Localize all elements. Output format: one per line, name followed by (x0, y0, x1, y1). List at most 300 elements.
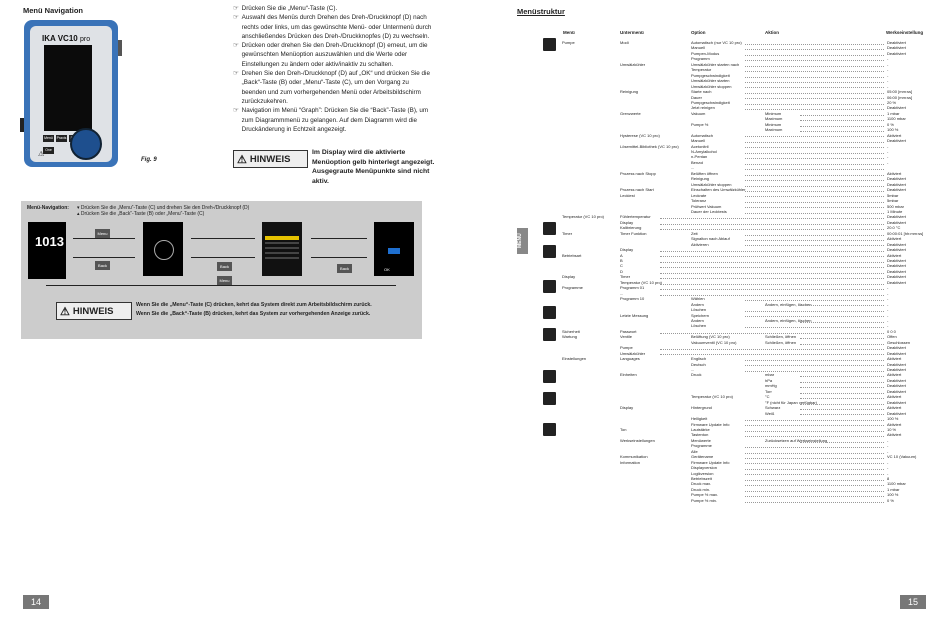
menu-cell-u: Werkseinstellungen (620, 437, 655, 443)
screen-value: 1013 (35, 234, 64, 249)
column-header: Untermenü (620, 30, 644, 35)
menu-cell-a: Zurücksetzen auf Werkseinstellung (765, 437, 828, 443)
menu-cell-o: Prüfwert Vakuum (691, 203, 722, 209)
warning-icon: ⚠ (237, 153, 247, 166)
leader-line (745, 82, 884, 83)
menu-cell-a: Schließen, öffnen (765, 334, 797, 340)
device-praxis-key: Praxis (56, 136, 67, 140)
leader-line (745, 213, 884, 214)
leader-line (745, 164, 884, 165)
back-key: Back (337, 264, 352, 273)
menu-cell-o: Firmware Update Info (691, 459, 730, 465)
menu-cell-w: - (887, 459, 889, 465)
leader-line (745, 431, 884, 432)
menu-cell-a: Schwarz (765, 405, 781, 411)
menu-cell-o: Programme (691, 443, 712, 449)
menu-cell-m: Temperatur (VC 10 pro) (562, 214, 605, 220)
hinweis-text: Wenn Sie die „Menu“-Taste (C) drücken, kehrt das System direkt zum Arbeitsbildschirm zurück. Wenn Sie die „Back“-Taste (B) drücken, kehrt das System zur vorhergehenden Anzeige zurück. (136, 302, 372, 317)
menu-cell-o: Pumpe % (691, 121, 709, 127)
menu-cell-o: Betriebszeit (691, 476, 712, 481)
menu-cell-w: 0 % (887, 121, 894, 127)
left-heading: Menü Navigation (23, 6, 84, 15)
device-one-key: One (43, 147, 54, 154)
menu-cell-o: Ändern (691, 317, 704, 323)
leader-line (745, 496, 884, 497)
leader-line (800, 393, 884, 394)
menu-cell-u: Display (620, 247, 634, 253)
column-header: Option (691, 30, 706, 35)
leader-line (745, 207, 884, 208)
menu-cell-o: Automatisch (nur VC 10 pro) (691, 40, 742, 45)
menu-cell-m: Sicherheit (562, 328, 580, 334)
leader-line (745, 186, 884, 187)
menu-cell-m: Wartung (562, 334, 577, 340)
menu-cell-w: 100 % (887, 416, 899, 422)
leader-line (660, 256, 884, 257)
menu-cell-w: - (887, 159, 889, 165)
menu-cell-w: - (887, 61, 889, 67)
menu-cell-w: Deaktiviert (887, 176, 906, 182)
menu-cell-w: - (887, 448, 889, 454)
menu-cell-o: Signalton nach Ablauf (691, 236, 730, 242)
hinweis-box: ⚠ HINWEIS (56, 302, 132, 320)
menu-cell-a: mbar (765, 372, 775, 378)
menu-cell-o: Pumpen-Modus (691, 50, 720, 56)
menu-cell-w: 8 (887, 476, 890, 481)
instruction-item: ☞ Drücken oder drehen Sie den Dreh-/Druckknopf (D) erneut, um die gewünschten Menüoption auszuwählen und die Werte oder Einstellungen zu ändern oder aktiv/inaktiv zu schalten. (233, 42, 428, 68)
menu-cell-w: - (887, 285, 889, 291)
leader-line (745, 202, 884, 203)
leader-line (660, 289, 884, 290)
leader-line (660, 267, 884, 268)
leader-line (745, 420, 884, 421)
menu-cell-w: - (887, 437, 889, 443)
menu-cell-m: Einstellungen (562, 356, 587, 362)
menu-cell-u: C (620, 263, 623, 269)
menu-cell-m: Betriebsart (562, 252, 582, 258)
menu-cell-w: Deaktiviert (887, 361, 906, 367)
menu-cell-w: Aktiviert (887, 432, 902, 438)
menu-cell-a: Maximum (765, 127, 783, 133)
menu-cell-o: Belüftung (VC 10 pro) (691, 334, 730, 340)
menu-cell-o: Druck min. (691, 486, 711, 492)
menu-cell-u: A (620, 252, 623, 258)
menu-cell-o: Acetonitril (691, 143, 709, 149)
menu-cell-o: Pumpe % min. (691, 497, 718, 503)
menu-cell-a: Minimum (765, 121, 782, 127)
menu-cell-w: - (887, 312, 889, 318)
menu-structure (0, 40, 950, 580)
menu-cell-w: 10 % (887, 426, 897, 432)
menu-cell-w: VC 10 (Vakuum) (887, 454, 917, 460)
column-header: Menü (563, 30, 575, 35)
menu-cell-u: Display (620, 405, 634, 411)
menu-cell-a: Torr (765, 388, 772, 394)
menu-cell-w: 20.0 °C (887, 225, 901, 231)
leader-line (800, 322, 884, 323)
menu-cell-o: Firmware Update Info (691, 421, 730, 427)
leader-line (800, 442, 884, 443)
menu-cell-a: °C (765, 394, 770, 400)
menu-cell-w: Deaktiviert (887, 377, 906, 383)
menu-cell-a: Ändern, einfügen, löschen (765, 301, 812, 307)
leader-line (800, 404, 884, 405)
leader-line (745, 485, 884, 486)
menu-cell-w: Deaktiviert (887, 279, 906, 285)
menu-cell-u: Umwälzkühler (620, 350, 646, 356)
leader-line (800, 120, 884, 121)
leader-line (745, 49, 884, 50)
menu-cell-w: - (887, 78, 889, 84)
menu-cell-w: - (887, 301, 889, 307)
menu-cell-w: - (887, 323, 889, 329)
menu-cell-w: Deaktiviert (887, 367, 906, 372)
menu-cell-w: - (887, 290, 889, 296)
menu-cell-w: Deaktiviert (887, 268, 906, 274)
leader-line (745, 480, 884, 481)
menu-cell-o: Belüften öffnen (691, 170, 718, 176)
menu-cell-o: Pumpgeschwindigkeit (691, 99, 730, 105)
leader-line (745, 136, 884, 137)
menu-cell-o: Menüwerte (691, 437, 711, 443)
menu-cell-w: Aktiviert (887, 252, 902, 258)
menu-cell-w: Deaktiviert (887, 410, 906, 416)
leader-line (660, 284, 884, 285)
menu-cell-w: Deaktiviert (887, 274, 906, 280)
device-brand: IKA (42, 34, 56, 43)
leader-line (745, 180, 884, 181)
leader-line (745, 104, 884, 105)
menu-cell-o: Manuell (691, 138, 706, 144)
menu-cell-w: Aktiviert (887, 421, 902, 427)
menu-cell-w: - (887, 443, 889, 449)
menu-cell-o: Automatisch (691, 132, 714, 138)
leader-line (800, 338, 884, 339)
menu-cell-w: Deaktiviert (887, 105, 906, 111)
menu-cell-w: 1100 mbar (887, 116, 906, 122)
menu-cell-m: Display (562, 274, 576, 280)
right-heading: Menüstruktur (517, 7, 565, 16)
menu-cell-o: Temperatur (691, 67, 712, 73)
instruction-item: ☞ Drehen Sie den Dreh-/Druckknopf (D) auf „OK“ und drücken Sie die „Back“-Taste (B) oder „Menu“-Taste (C), um den Vorgang zu beenden und zum vorhergehenden Menü oder Arbeitsbildschirm zurückzukehren. (233, 70, 430, 105)
menu-cell-u: Programm 01 (620, 285, 645, 291)
leader-line (660, 218, 884, 219)
leader-line (745, 311, 884, 312)
menu-cell-w: - (887, 465, 889, 471)
leader-line (745, 491, 884, 492)
instruction-item: ☞ Navigation im Menü “Graph”: Drücken Sie die “Back”-Taste (B), um zum Diagrammmenü zu gelangen. Auf dem Diagramm wird die Druckänderung in Echtzeit angezeigt. (233, 107, 429, 133)
leader-line (745, 240, 884, 241)
menu-cell-u: Pumpe (620, 345, 633, 351)
menu-cell-w: Aktiviert (887, 236, 902, 242)
menu-cell-w: Deaktiviert (887, 214, 906, 220)
leader-line (745, 44, 884, 45)
leader-line (745, 55, 884, 56)
side-tab-label: MENÜ (517, 228, 528, 254)
menu-cell-o: Druck max. (691, 481, 712, 487)
device-model: VC10 (57, 34, 78, 43)
menu-cell-o: Vakuum (691, 110, 706, 116)
menu-cell-w: Deaktiviert (887, 138, 906, 144)
menu-cell-u: Languages (620, 356, 640, 362)
menu-cell-o: Umwälzkühler starten (691, 78, 730, 84)
hinweis-text: Im Display wird die aktivierte Menüoption gelb hinterlegt angezeigt. Ausgegraute Menüpunkte sind nicht aktiv. (312, 149, 435, 185)
leader-line (745, 360, 884, 361)
menu-cell-w: Aktiviert (887, 356, 902, 362)
leader-line (800, 344, 884, 345)
menu-cell-w: - (887, 72, 889, 78)
leader-line (745, 453, 884, 454)
menu-cell-o: Alle (691, 448, 698, 454)
menu-cell-o: Tastenton (691, 432, 709, 438)
menu-cell-w: Deaktiviert (887, 350, 906, 356)
leader-line (660, 349, 884, 350)
menu-cell-o: Wählen (691, 296, 705, 302)
warning-icon: ⚠ (38, 151, 45, 158)
menu-cell-w: 1 mbar (887, 110, 900, 116)
menu-cell-a: Minimum (765, 110, 782, 116)
menu-cell-m: Pumpe (562, 40, 575, 45)
menu-cell-a: °F (nicht für Japan verfügbar) (765, 399, 818, 405)
leader-line (745, 196, 884, 197)
menu-cell-u: Timer Funktion (620, 230, 647, 236)
device-suffix: pro (79, 36, 91, 43)
leader-line (745, 425, 884, 426)
menu-cell-o: Zeit (691, 230, 698, 236)
menu-cell-o: n-Pentan (691, 154, 708, 160)
menu-cell-w: Deaktiviert (887, 241, 906, 247)
menu-cell-w: Offen (887, 334, 897, 340)
menu-cell-u: Letzte Messung (620, 312, 649, 318)
menu-cell-w: - (887, 296, 889, 302)
menu-cell-w: Deaktiviert (887, 345, 906, 351)
menu-cell-w: Deaktiviert (887, 50, 906, 56)
menu-cell-u: D (620, 268, 623, 274)
menu-key: Menu (95, 229, 110, 238)
menu-cell-u: Kalibrierung (620, 225, 642, 231)
menu-cell-w: - (887, 317, 889, 323)
menu-cell-w: - (887, 56, 889, 62)
leader-line (745, 365, 884, 366)
menu-cell-o: Lautstärke (691, 426, 710, 432)
leader-line (745, 474, 884, 475)
menu-cell-w: 00:00:01 [hh:mm:ss] (887, 230, 924, 236)
menu-cell-o: Gerätename (691, 454, 714, 460)
menu-cell-a: Schließen, öffnen (765, 339, 797, 345)
menu-cell-w: Deaktiviert (887, 40, 906, 45)
menu-cell-w: Deaktiviert (887, 219, 906, 225)
back-key: Back (95, 261, 110, 270)
menu-cell-w: 100 % (887, 492, 899, 498)
menu-cell-o: Löschen (691, 307, 707, 313)
menu-cell-w: 1100 mbar (887, 481, 906, 487)
menu-cell-o: Speichern (691, 312, 710, 318)
leader-line (800, 382, 884, 383)
menu-cell-w: - (887, 83, 889, 89)
menu-cell-w: Geschlossen (887, 339, 911, 345)
menu-cell-u: Ton (620, 426, 627, 432)
menu-cell-o: Reinigung (691, 176, 710, 182)
menu-cell-o: Pumpe % max. (691, 492, 719, 498)
menu-cell-o: Ändern (691, 301, 704, 307)
page-number-left: 14 (23, 595, 49, 609)
menu-cell-u: Einheiten (620, 372, 637, 378)
menu-cell-u: Umwälzkühler (620, 61, 646, 67)
menu-cell-w: Deaktiviert (887, 181, 906, 187)
menu-cell-a: Ändern, einfügen, löschen (765, 317, 812, 323)
menu-cell-o: Umwälzkühler stoppen (691, 83, 732, 89)
menu-cell-w: - (887, 149, 889, 154)
menu-cell-o: Manuell (691, 45, 706, 51)
column-header: Werkseinstellung (886, 30, 924, 35)
menu-cell-w: Deaktiviert (887, 263, 906, 269)
menu-cell-a: mmHg (765, 383, 777, 389)
menu-cell-u: Temperatur (VC 10 pro) (620, 279, 663, 285)
menu-cell-w: - (887, 143, 889, 149)
leader-line (660, 251, 884, 252)
menu-cell-u: Prozess nach Start (620, 187, 654, 193)
menu-cell-w: 06:00 [mm:ss] (887, 94, 913, 100)
menu-cell-w: - (887, 307, 889, 313)
leader-line (745, 77, 884, 78)
hinweis-box: ⚠ HINWEIS (233, 150, 308, 168)
menu-cell-o: Benzol (691, 159, 704, 165)
menu-cell-o: Umwälzkühler stoppen (691, 181, 732, 187)
menu-cell-w: Deaktiviert (887, 258, 906, 263)
menu-cell-a: Maximum (765, 116, 783, 122)
menu-cell-o: Hintergrund (691, 405, 712, 411)
menu-cell-u: Leckiest (620, 192, 635, 198)
menu-cell-o: ... (691, 165, 695, 171)
menu-cell-o: Jetzt reinigen (691, 105, 715, 111)
menu-cell-u: Grenzwerte (620, 110, 641, 116)
nav-line-2: ▴ Drücken Sie die „Back“-Taste (B) oder „Menu“-Taste (C) (77, 211, 205, 217)
menu-cell-u: Passwort (620, 328, 637, 334)
menu-cell-w: Deaktiviert (887, 383, 906, 389)
menu-cell-o: Programm (691, 56, 710, 62)
leader-line (745, 175, 884, 176)
leader-line (800, 305, 884, 306)
leader-line (745, 502, 884, 503)
leader-line (800, 387, 884, 388)
leader-line (745, 245, 884, 246)
leader-line (745, 463, 884, 464)
column-header: Aktion (765, 30, 779, 35)
menu-cell-o: Displayversion (691, 465, 718, 471)
menu-cell-o: Löschen (691, 323, 707, 329)
menu-cell-w: Deaktiviert (887, 247, 906, 253)
menu-cell-u: B (620, 258, 623, 263)
menu-cell-w: Aktiviert (887, 405, 902, 411)
menu-cell-m: Timer (562, 230, 573, 236)
menu-cell-w: 100 % (887, 127, 899, 133)
menu-cell-o: Deutsch (691, 361, 706, 367)
menu-cell-w: 05:00 [mm:ss] (887, 89, 913, 95)
instruction-item: ☞ Drücken Sie die „Menu“-Taste (C). (233, 5, 338, 12)
leader-line (660, 273, 884, 274)
menu-key: Menu (217, 276, 232, 285)
leader-line (745, 235, 884, 236)
menu-cell-o: Leckrate (691, 192, 707, 198)
menu-cell-w: 1 Minute (887, 208, 903, 214)
menu-cell-u: Modi (620, 40, 629, 45)
leader-line (800, 414, 884, 415)
menu-cell-w: Aktiviert (887, 372, 902, 378)
menu-cell-o: Umwälzkühler starten nach (691, 61, 740, 67)
leader-line (745, 458, 884, 459)
leader-line (745, 169, 884, 170)
menu-cell-o: Englisch (691, 356, 707, 362)
menu-cell-w: Deaktiviert (887, 388, 906, 394)
leader-line (745, 87, 884, 88)
menu-cell-w: 20 % (887, 99, 897, 105)
menu-cell-o: ... (691, 367, 695, 372)
menu-cell-w: 500 mbar (887, 203, 904, 209)
menu-cell-o: Einschalten des Umwälzkühler (691, 187, 746, 193)
leader-line (745, 60, 884, 61)
menu-cell-w: 1 mbar (887, 486, 900, 492)
instruction-item: ☞ Auswahl des Menüs durch Drehen des Dreh-/Druckknopf (D) nach rechts oder links, um das gewünschte Menü- oder Untermenü durch anschließendes Drücken des Dreh-/Druckknopfes (D) zu wechseln. (233, 14, 432, 40)
menu-cell-a: Weiß (765, 410, 775, 416)
menu-cell-w: Aktiviert (887, 132, 902, 138)
menu-cell-w: 0 0 0 (887, 328, 896, 334)
menu-cell-o: Starte nach (691, 89, 712, 95)
menu-cell-u: ... (620, 290, 624, 296)
menu-cell-u: Hysterese (VC 10 pro) (620, 132, 660, 138)
back-key: Back (217, 262, 232, 271)
leader-line (800, 115, 884, 116)
menu-cell-o: Vakuumventil (VC 10 pro) (691, 339, 737, 345)
leader-line (745, 98, 884, 99)
leader-line (745, 93, 884, 94)
leader-line (745, 191, 884, 192)
menu-cell-o: Dauer der Lecktests (691, 208, 727, 214)
menu-cell-o: Toleranz (691, 198, 707, 204)
menu-cell-o: Druck (691, 372, 702, 378)
leader-line (745, 158, 884, 159)
menu-cell-u: Fühlertemperatur (620, 214, 651, 220)
leader-line (745, 447, 884, 448)
leader-line (745, 469, 884, 470)
menu-cell-u: Ventile (620, 334, 633, 340)
menu-cell-u: Kommunikation (620, 454, 648, 460)
nav-label: Menü-Navigation: (27, 205, 69, 211)
leader-line (800, 409, 884, 410)
menu-cell-w: Deaktiviert (887, 399, 906, 405)
leader-line (745, 327, 884, 328)
menu-cell-u: Prozess nach Stopp (620, 170, 656, 176)
menu-cell-a: hPa (765, 377, 773, 383)
menu-cell-u: Reinigung (620, 89, 639, 95)
leader-line (745, 142, 884, 143)
warning-icon: ⚠ (60, 305, 70, 318)
leader-line (800, 376, 884, 377)
menu-cell-w: - (887, 154, 889, 160)
menu-cell-o: Logikversion (691, 470, 714, 476)
leader-line (660, 278, 884, 279)
menu-cell-u: Information (620, 459, 641, 465)
device-menu-key: Menü (44, 136, 53, 140)
menu-cell-u: Timer (620, 274, 631, 280)
menu-cell-w: - (887, 67, 889, 73)
menu-cell-o: Dauer (691, 94, 702, 100)
menu-cell-w: Deaktiviert (887, 187, 906, 193)
leader-line (745, 71, 884, 72)
leader-line (800, 126, 884, 127)
menu-cell-o: N-Amylalkohol (691, 149, 717, 154)
leader-line (745, 147, 884, 148)
menu-cell-w: 5mbar (887, 198, 899, 204)
